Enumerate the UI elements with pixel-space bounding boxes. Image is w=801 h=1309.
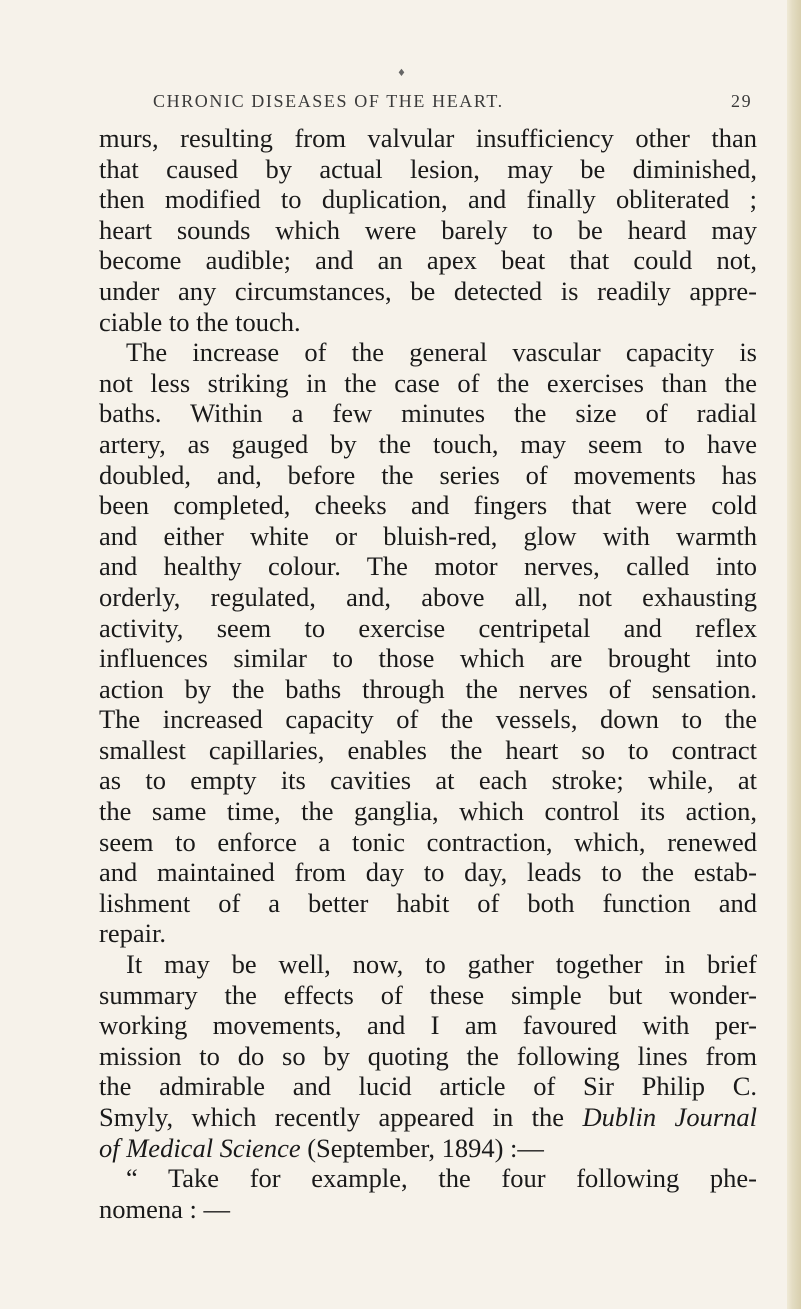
text-line-journal-date [99, 1133, 757, 1164]
text-line: murs, resulting from valvular insufficiency other than [99, 123, 757, 153]
text-line: become audible; and an apex beat that could not, [99, 245, 757, 276]
text-line: activity, seem to exercise centripetal and reflex [99, 612, 757, 643]
text-line: and healthy colour. The motor nerves, called into [99, 551, 757, 582]
text-line: mission to do so by quoting the following lines from [99, 1040, 757, 1071]
journal-name-part2: of Medical Science [99, 1132, 301, 1163]
text-line: repair. [99, 918, 166, 949]
text-line: and maintained from day to day, leads to the estab- [99, 857, 757, 888]
text-line: baths. Within a few minutes the size of radial [99, 398, 757, 429]
text-line: doubled, and, before the series of movements has [99, 459, 757, 490]
text-line: ciable to the touch. [99, 306, 301, 337]
page-number: 29 [731, 91, 753, 111]
text-line: the same time, the ganglia, which control its action, [99, 796, 757, 827]
text-line: been completed, cheeks and fingers that were cold [99, 490, 757, 521]
text-line: not less striking in the case of the exercises than the [99, 367, 757, 398]
body-text [99, 123, 757, 1224]
text-line: lishment of a better habit of both function and [99, 887, 757, 918]
text-line: then modified to duplication, and finally obliterated ; [99, 184, 757, 215]
running-head [153, 91, 753, 112]
text-line: seem to enforce a tonic contraction, which, renewed [99, 826, 757, 857]
running-title: CHRONIC DISEASES OF THE HEART. [153, 91, 504, 111]
text-line: the admirable and lucid article of Sir Philip C. [99, 1071, 757, 1102]
quote-line: “ Take for example, the four following phe- [126, 1163, 757, 1194]
text-line: under any circumstances, be detected is readily appre- [99, 275, 757, 306]
text-line: It may be well, now, to gather together in brief [126, 949, 757, 980]
text-line: heart sounds which were barely to be heard may [99, 214, 757, 245]
text-line: and either white or bluish-red, glow with warmth [99, 520, 757, 551]
text-line: artery, as gauged by the touch, may seem to have [99, 428, 757, 459]
text-line: that caused by actual lesion, may be diminished, [99, 153, 757, 184]
journal-name-part1: Dublin Journal [582, 1102, 757, 1132]
journal-date: (September, 1894) :— [307, 1132, 544, 1163]
page-edge [787, 0, 801, 1309]
text-line: orderly, regulated, and, above all, not exhausting [99, 581, 757, 612]
text-line: The increased capacity of the vessels, down to the [99, 704, 757, 735]
text-line: as to empty its cavities at each stroke; while, at [99, 765, 757, 796]
text-line: action by the baths through the nerves of sensation. [99, 673, 757, 704]
text-line-journal [99, 1102, 757, 1133]
quote-line: nomena : — [99, 1193, 230, 1224]
text-line: The increase of the general vascular capacity is [126, 337, 757, 368]
text-line: smallest capillaries, enables the heart so to contract [99, 734, 757, 765]
text-line: working movements, and I am favoured with per- [99, 1010, 757, 1041]
ornament-mark: ♦ [397, 68, 406, 79]
text-line: summary the effects of these simple but wonder- [99, 979, 757, 1010]
text-line: influences similar to those which are brought into [99, 643, 757, 674]
text-line-start: Smyly, which recently appeared in the [99, 1102, 565, 1132]
